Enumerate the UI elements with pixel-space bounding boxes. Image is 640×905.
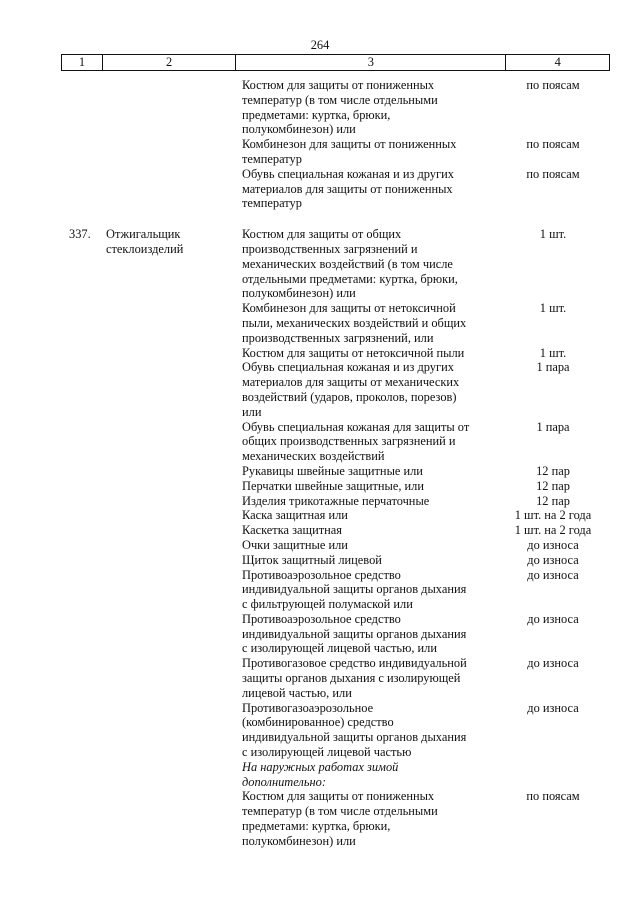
row-number	[61, 789, 101, 848]
profession-name	[101, 538, 242, 553]
issue-norm: по поясам	[526, 78, 580, 92]
row-number	[61, 167, 101, 211]
table-row	[61, 137, 608, 167]
protective-item: Рукавицы швейные защитные или	[242, 463, 423, 478]
protective-item: Костюм для защиты от нетоксичной пыли	[242, 345, 465, 360]
profession-name	[101, 760, 242, 790]
profession-text: Отжигальщик стеклоизделий	[106, 227, 184, 256]
table-row	[61, 464, 608, 479]
row-number	[61, 494, 101, 509]
row-number	[61, 656, 101, 700]
column-header-2: 2	[102, 55, 236, 70]
table-row	[61, 656, 608, 700]
row-number	[61, 508, 101, 523]
column-header-4: 4	[505, 55, 609, 70]
table-row	[61, 78, 608, 137]
profession-name	[101, 346, 242, 361]
profession-name	[101, 523, 242, 538]
table-row	[61, 612, 608, 656]
protective-item: Комбинезон для защиты от нетоксичной пыли, механических воздействий и общих производственных загрязнений, или	[242, 301, 467, 345]
issue-norm: 1 шт. на 2 года	[514, 508, 592, 523]
issue-norm: по поясам	[526, 137, 580, 152]
table-column-header	[61, 54, 610, 71]
table-row	[61, 301, 608, 345]
table-row	[61, 360, 608, 419]
table-row	[61, 420, 608, 464]
table-row	[61, 538, 608, 553]
issue-norm: до износа	[527, 656, 579, 671]
table-row	[61, 508, 608, 523]
protective-item: Костюм для защиты от общих производственных загрязнений и механических воздействий (в том числе отдельными предметами: куртка, брюки, полукомбинезон) или	[242, 227, 458, 301]
row-number	[61, 479, 101, 494]
protective-item: Щиток защитный лицевой	[242, 552, 382, 567]
profession-name	[101, 494, 242, 509]
profession-name	[101, 789, 242, 848]
row-number	[61, 137, 101, 167]
protective-item: Изделия трикотажные перчаточные	[242, 493, 430, 508]
issue-norm: до износа	[527, 567, 579, 582]
row-number	[61, 553, 101, 568]
profession-name	[101, 701, 242, 760]
protective-item: Каска защитная или	[242, 508, 348, 523]
protective-item: Противогазоаэрозольное (комбинированное) средство индивидуальной защиты органов дыхания с изолирующей лицевой частью	[242, 700, 467, 760]
issue-norm: 1 пара	[536, 419, 570, 434]
column-header-1: 1	[78, 55, 86, 69]
table-row	[61, 701, 608, 760]
issue-norm: до износа	[527, 537, 579, 552]
protective-item: Очки защитные или	[242, 537, 348, 552]
table-row	[61, 760, 608, 790]
profession-name	[101, 612, 242, 656]
issue-norm: 1 шт.	[539, 301, 567, 316]
row-number	[61, 346, 101, 361]
issue-norm: 12 пар	[536, 493, 570, 508]
profession-name	[101, 553, 242, 568]
protective-item: Комбинезон для защиты от пониженных температур	[242, 137, 457, 166]
issue-norm: 1 шт. на 2 года	[514, 523, 592, 538]
protective-item: Костюм для защиты от пониженных температур (в том числе отдельными предметами: куртка, брюки, полукомбинезон) или	[242, 78, 438, 137]
profession-name	[101, 167, 242, 211]
profession-name	[101, 78, 242, 137]
protective-item: Противоаэрозольное средство индивидуальной защиты органов дыхания с изолирующей лицевой частью, или	[242, 611, 467, 656]
profession-name	[101, 360, 242, 419]
row-number	[61, 78, 101, 137]
row-number	[61, 760, 101, 790]
protective-item: Перчатки швейные защитные, или	[242, 478, 424, 493]
issue-norm: до износа	[527, 700, 579, 715]
row-number	[61, 301, 101, 345]
table-row	[61, 789, 608, 848]
protective-item: Противоаэрозольное средство индивидуальной защиты органов дыхания с фильтрующей полумаской или	[242, 567, 467, 612]
row-number	[61, 523, 101, 538]
profession-name	[101, 656, 242, 700]
page-number: 264	[310, 38, 330, 52]
row-number: 337.	[69, 227, 91, 242]
issue-norm: 12 пар	[536, 463, 570, 478]
profession-name	[101, 464, 242, 479]
issue-norm: до износа	[527, 552, 579, 567]
table-row	[61, 227, 608, 301]
issue-norm: 1 шт.	[539, 345, 567, 360]
issue-norm	[498, 760, 608, 790]
profession-name	[101, 420, 242, 464]
profession-name	[101, 137, 242, 167]
issue-norm: 1 шт.	[539, 227, 567, 242]
table-body	[61, 78, 608, 849]
protective-item: Обувь специальная кожаная и из других материалов для защиты от механических воздействий (ударов, проколов, порезов) или	[242, 360, 460, 419]
table-row	[61, 494, 608, 509]
row-number	[61, 568, 101, 612]
row-number	[61, 360, 101, 419]
protective-item: Каскетка защитная	[242, 523, 342, 538]
issue-norm: по поясам	[526, 166, 580, 181]
profession-name	[101, 301, 242, 345]
profession-name	[101, 479, 242, 494]
profession-name	[101, 227, 242, 301]
profession-name	[101, 568, 242, 612]
protective-item: Обувь специальная кожаная для защиты от общих производственных загрязнений и механических воздействий	[242, 419, 470, 464]
column-header-3: 3	[235, 55, 505, 70]
profession-name	[101, 508, 242, 523]
table-row	[61, 479, 608, 494]
table-row	[61, 523, 608, 538]
row-number	[61, 701, 101, 760]
protective-item: Противогазовое средство индивидуальной защиты органов дыхания с изолирующей лицевой частью, или	[242, 656, 467, 700]
issue-norm: до износа	[527, 611, 579, 626]
row-number	[61, 538, 101, 553]
issue-norm: 12 пар	[536, 478, 570, 493]
table-row	[61, 167, 608, 211]
row-number	[61, 420, 101, 464]
table-row	[61, 568, 608, 612]
row-number	[61, 612, 101, 656]
issue-norm: 1 пара	[536, 360, 570, 375]
protective-item: Костюм для защиты от пониженных температур (в том числе отдельными предметами: куртка, брюки, полукомбинезон) или	[242, 789, 438, 848]
row-number	[61, 464, 101, 479]
protective-item: На наружных работах зимой дополнительно:	[242, 759, 399, 789]
protective-item: Обувь специальная кожаная и из других материалов для защиты от пониженных температур	[242, 166, 454, 211]
issue-norm: по поясам	[526, 789, 580, 804]
table-row	[61, 346, 608, 361]
table-row	[61, 553, 608, 568]
